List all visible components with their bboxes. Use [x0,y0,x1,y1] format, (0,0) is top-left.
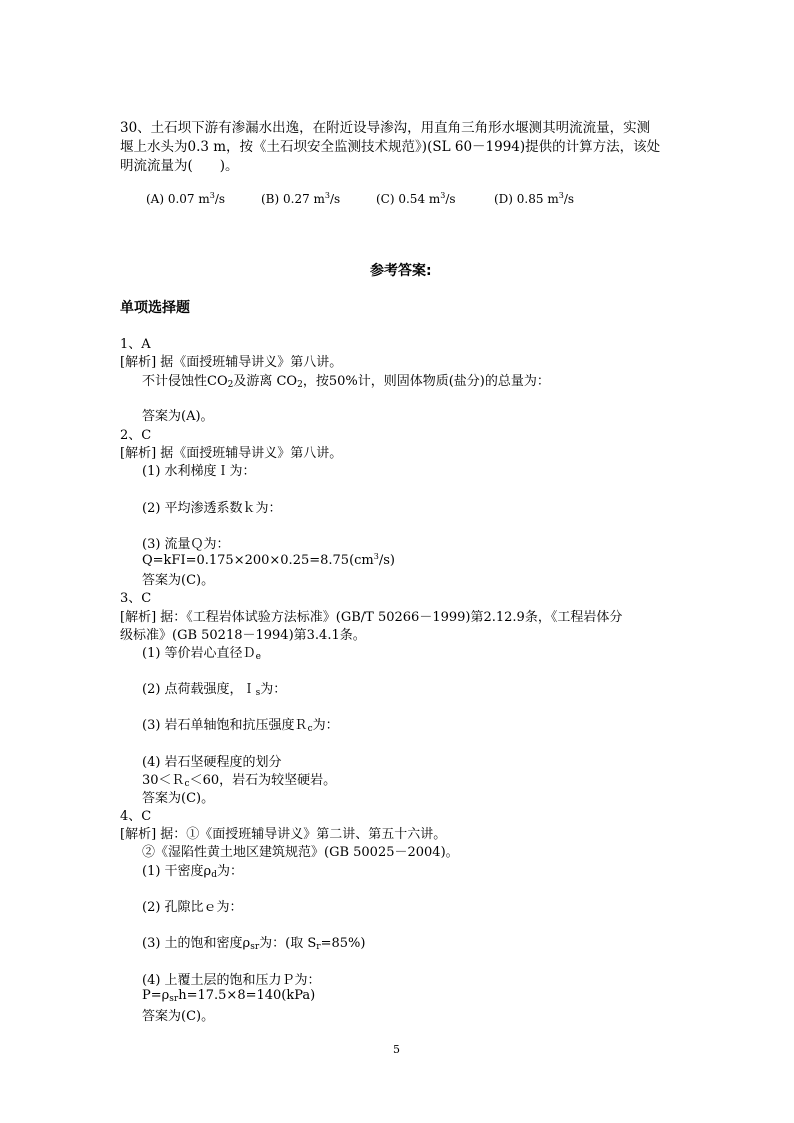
answer-3-step-4: (4) 岩石坚硬程度的划分 [142,755,282,770]
option-a: (A) 0.07 $m^3/s$ [146,191,226,206]
answer-2-formula: $Q=kFI=0.175\times 200\times 0.25=8.75(cm^3/s)$ [142,552,395,568]
answer-1-result: 答案为(A)。 [142,409,214,424]
answer-2-number: 2、C [120,428,152,443]
answer-2-result: 答案为(C)。 [142,573,215,588]
answer-4-result: 答案为(C)。 [142,1009,215,1024]
answer-4-step-2: (2) 孔隙比ｅ为： [142,900,243,915]
answer-3-condition: 30＜Ｒ$_c$＜60，岩石为较坚硬岩。 [142,773,337,789]
answer-4-step-4: (4) 上覆土层的饱和压力Ｐ为： [142,973,321,988]
answer-4-analysis-2: ②《湿陷性黄土地区建筑规范》(GB 50025－2004)。 [142,845,459,860]
answer-3-step-3: (3) 岩石单轴饱和抗压强度Ｒ$_c$为： [142,718,339,734]
option-d: (D) 0.85 $m^3/s$ [494,191,575,206]
answer-4-number: 4、C [120,809,152,824]
section-title: 单项选择题 [120,300,190,316]
answer-2-analysis: [解析] 据《面授班辅导讲义》第八讲。 [120,446,343,461]
answer-3-analysis-2: 级标准》(GB 50218－1994)第3.4.1条。 [120,628,366,643]
answer-3-result: 答案为(C)。 [142,791,215,806]
answer-1-number: 1、A [120,337,151,352]
answer-3-number: 3、C [120,591,152,606]
answer-4-formula: $P=\rho_{sr}h=17.5\times 8=140(kPa)$ [142,988,316,1004]
answer-2-step-3: (3) 流量Ｑ为： [142,537,230,552]
answer-4-step-3: (3) 土的饱和密度$\rho_{sr}$为：(取 $S_r=85\%$) [142,936,366,952]
answer-4-step-1: (1) 干密度$\rho_d$为： [142,864,243,880]
answer-3-analysis-1: [解析] 据：《工程岩体试验方法标准》(GB/T 50266－1999)第2.12.9条，《工程岩体分 [120,610,623,625]
question-line-3: 明流流量为( )。 [120,158,239,174]
answer-1-analysis: [解析] 据《面授班辅导讲义》第八讲。 [120,355,343,370]
answer-3-step-1: (1) 等价岩心直径Ｄ$_e$ [142,646,261,662]
answer-2-step-2: (2) 平均渗透系数ｋ为： [142,501,282,516]
answer-3-step-2: (2) 点荷载强度，Ｉ$_s$为： [142,682,287,698]
answer-4-analysis-1: [解析] 据：①《面授班辅导讲义》第二讲、第五十六讲。 [120,827,447,842]
answer-2-step-1: (1) 水利梯度Ｉ为： [142,464,256,479]
page-number: 5 [393,1043,400,1056]
answers-title: 参考答案: [370,263,432,279]
option-c: (C) 0.54 $m^3/s$ [376,191,456,206]
question-line-2: 堰上水头为0.3 m，按《土石坝安全监测技术规范》)(SL 60－1994)提供的计算方法，该处 [120,139,661,155]
option-b: (B) 0.27 $m^3/s$ [261,191,341,206]
answer-1-text: 不计侵蚀性$CO_2$及游离 $CO_2$，按50%计，则固体物质(盐分)的总量为： [142,374,550,390]
question-line-1: 30、土石坝下游有渗漏水出逸，在附近设导渗沟，用直角三角形水堰测其明流流量，实测 [120,120,651,136]
